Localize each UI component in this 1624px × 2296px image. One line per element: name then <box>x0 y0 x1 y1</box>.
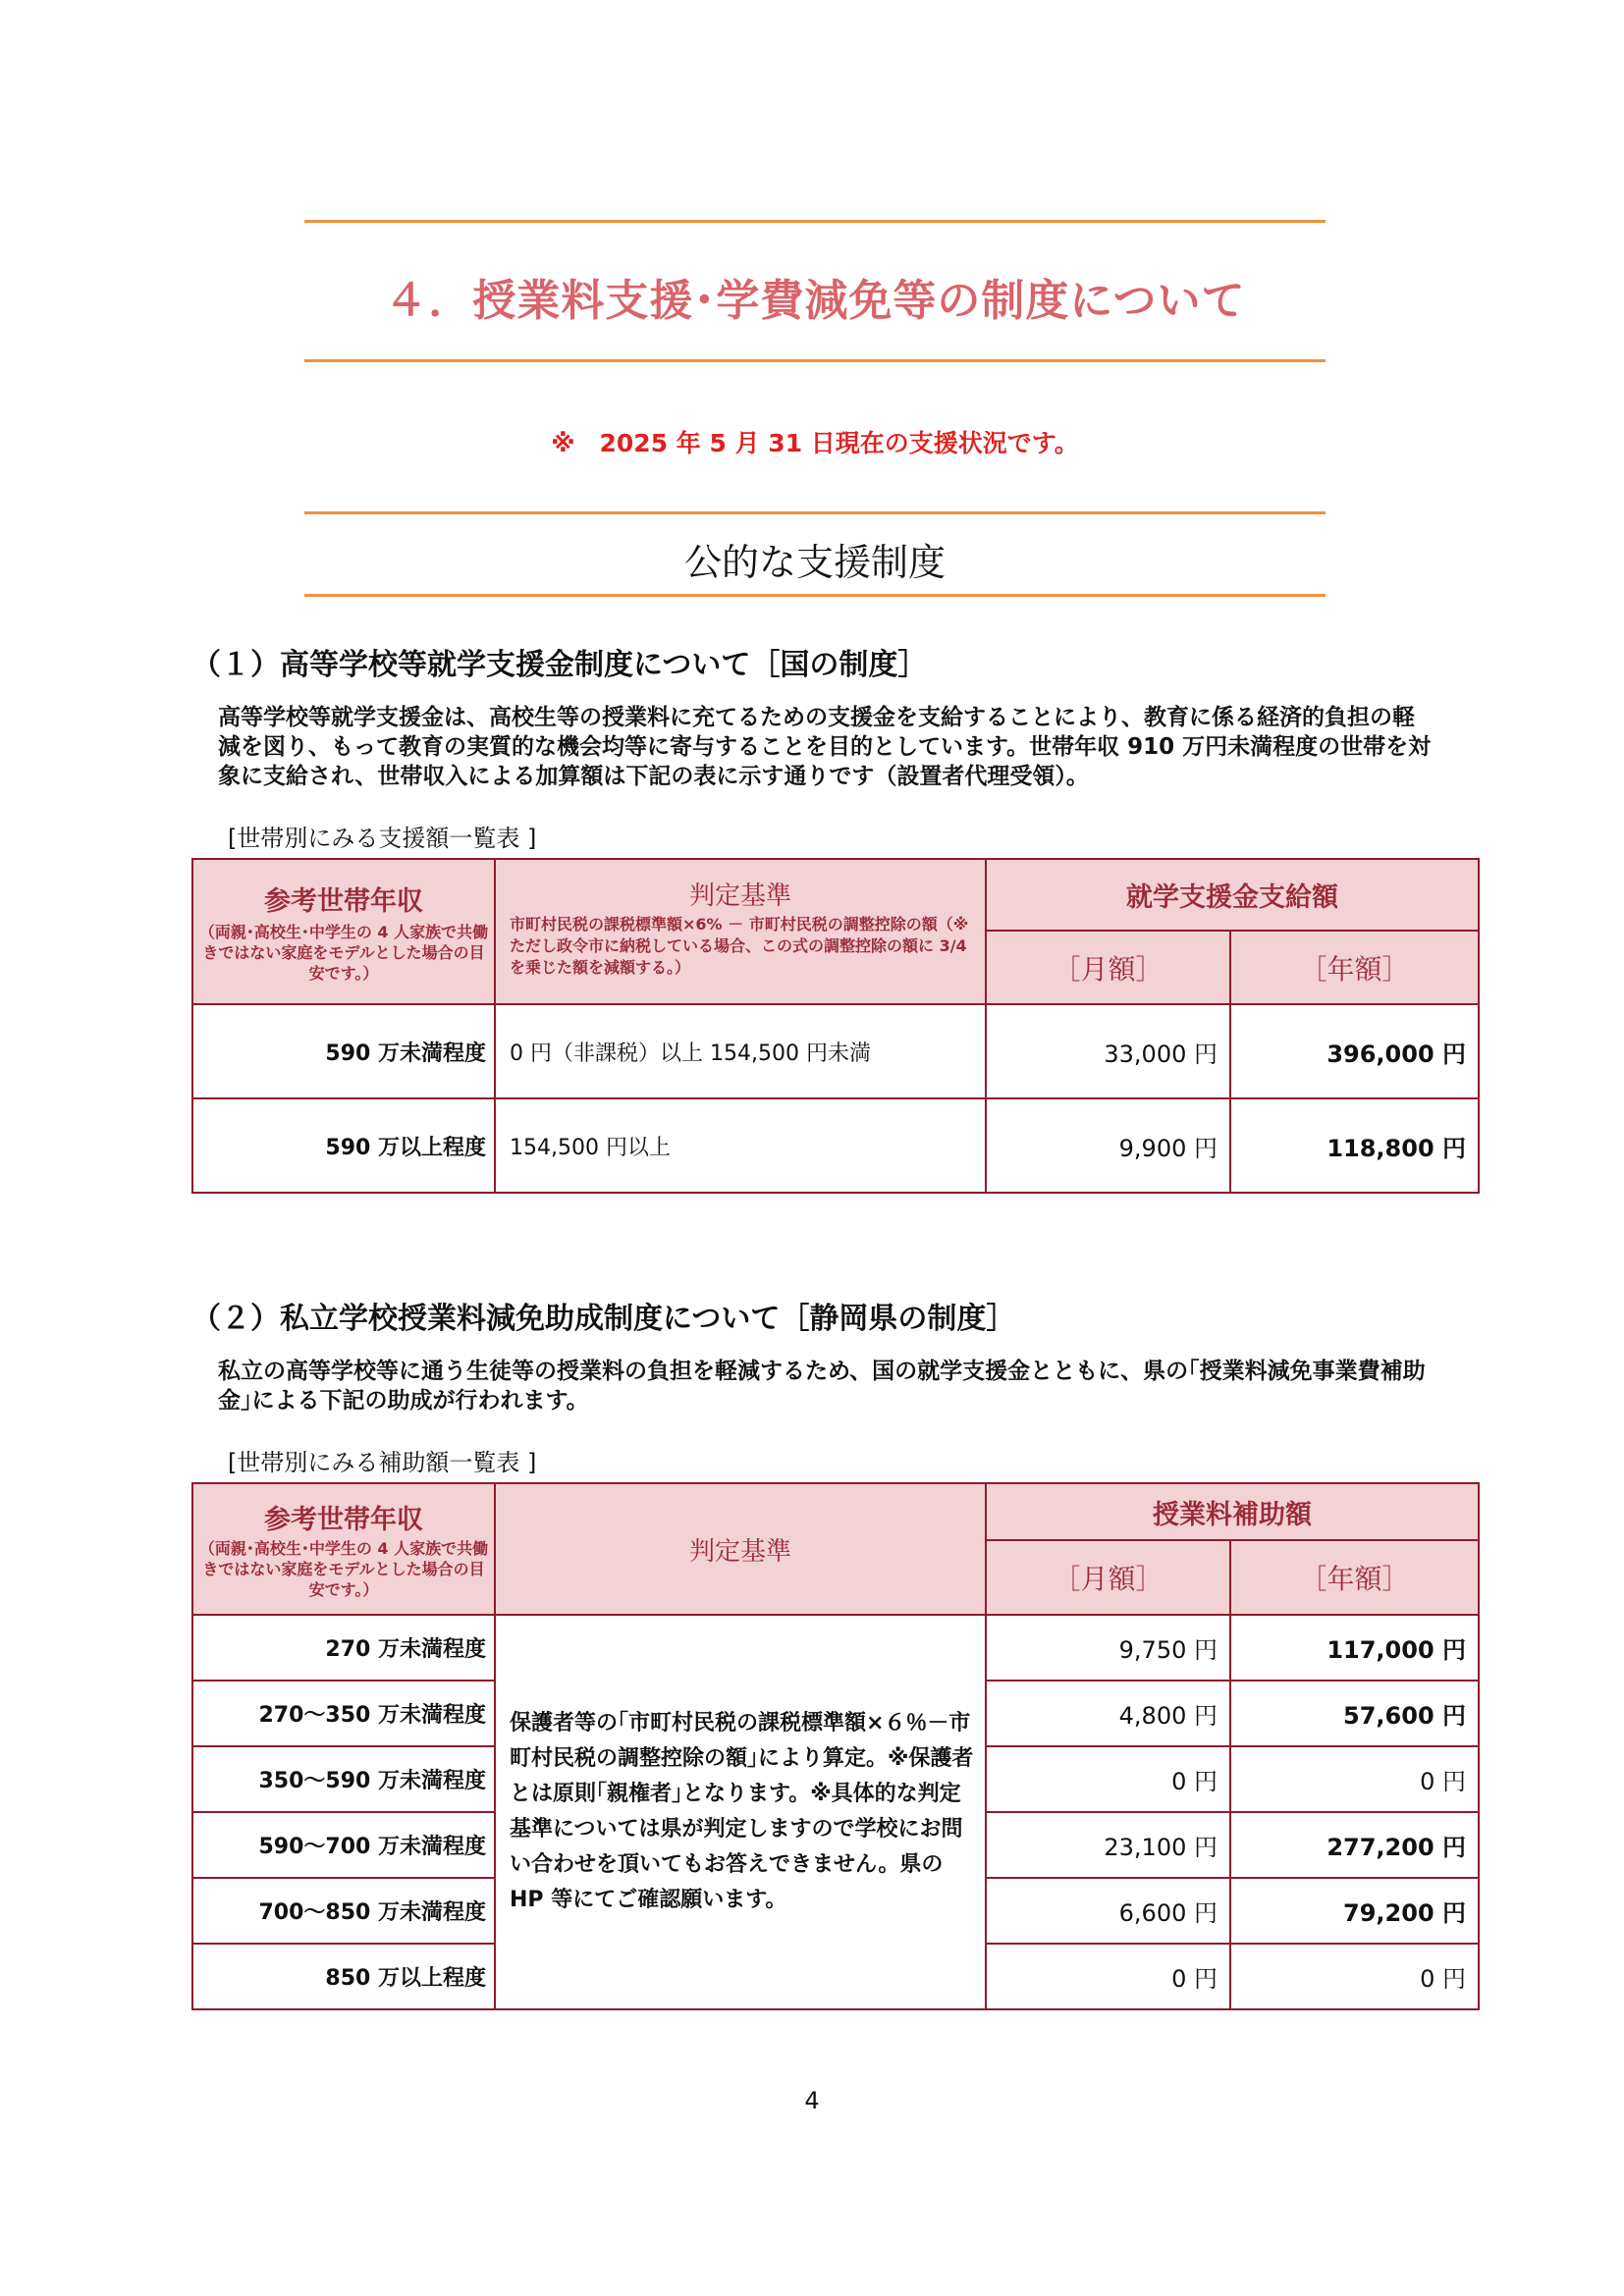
income-cell: 590～700 万未満程度 <box>192 1812 495 1878</box>
subheading: 公的な支援制度 <box>683 541 946 584</box>
subheading-top-rule <box>304 511 1326 514</box>
annual-cell: 396,000 円 <box>1230 1004 1479 1098</box>
monthly-cell: 23,100 円 <box>986 1812 1230 1878</box>
income-cell: 700～850 万未満程度 <box>192 1878 495 1944</box>
annual-cell: 118,800 円 <box>1230 1098 1479 1193</box>
section2-description: 私立の高等学校等に通う生徒等の授業料の負担を軽減するため、国の就学支援金とともに、県の｢授業料減免事業費補助金｣による下記の助成が行われます。 <box>218 1359 1426 1414</box>
criteria-cell: 保護者等の｢市町村民税の課税標準額×６％－市町村民税の調整控除の額｣により算定。※保護者とは原則｢親権者｣となります。※具体的な判定基準については県が判定しますので学校にお問い合わせを頂いてもお答えできません。県の HP 等にてご確認願います。 <box>495 1615 986 2009</box>
payment-header: 就学支援金支給額 <box>986 859 1479 931</box>
top-rule <box>304 220 1326 223</box>
income-cell: 590 万以上程度 <box>192 1098 495 1193</box>
monthly-cell: 9,900 円 <box>986 1098 1230 1193</box>
monthly-cell: 6,600 円 <box>986 1878 1230 1944</box>
section2-title: （２）私立学校授業料減免助成制度について［静岡県の制度］ <box>191 1302 1016 1336</box>
table-row <box>192 1615 1479 1681</box>
annual-cell: 57,600 円 <box>1230 1681 1479 1746</box>
page-number: 4 <box>804 2087 820 2114</box>
annual-cell: 277,200 円 <box>1230 1812 1479 1878</box>
annual-cell: 79,200 円 <box>1230 1878 1479 1944</box>
income-cell: 270～350 万未満程度 <box>192 1681 495 1746</box>
monthly-header: ［月額］ <box>986 1540 1230 1615</box>
section1-title: （１）高等学校等就学支援金制度について［国の制度］ <box>191 648 928 682</box>
criteria-header-cell <box>495 859 986 1004</box>
monthly-header: ［月額］ <box>986 931 1230 1004</box>
section2-table-caption: [世帯別にみる補助額一覧表 ] <box>228 1449 537 1476</box>
income-cell: 270 万未満程度 <box>192 1615 495 1681</box>
support-amount-table <box>191 858 1480 1194</box>
income-header-cell <box>192 859 495 1004</box>
title-bottom-rule <box>304 359 1326 362</box>
subsidy-amount-table <box>191 1482 1480 2010</box>
monthly-cell: 33,000 円 <box>986 1004 1230 1098</box>
criteria-cell: 154,500 円以上 <box>495 1098 986 1193</box>
income-cell: 590 万未満程度 <box>192 1004 495 1098</box>
monthly-cell: 0 円 <box>986 1944 1230 2009</box>
annual-header: ［年額］ <box>1230 931 1479 1004</box>
section1-table-caption: [世帯別にみる支援額一覧表 ] <box>228 825 537 852</box>
annual-cell: 0 円 <box>1230 1944 1479 2009</box>
subheading-bottom-rule <box>304 594 1326 597</box>
table-row <box>192 1004 1479 1098</box>
income-header-note: （両親･高校生･中学生の 4 人家族で共働きではない家庭をモデルとした場合の目安です。） <box>198 1539 489 1599</box>
monthly-cell: 4,800 円 <box>986 1681 1230 1746</box>
annual-header: ［年額］ <box>1230 1540 1479 1615</box>
monthly-cell: 9,750 円 <box>986 1615 1230 1681</box>
income-header-cell <box>192 1483 495 1615</box>
criteria-header: 判定基準 <box>495 1483 986 1615</box>
status-notice: ※ 2025 年 5 月 31 日現在の支援状況です。 <box>551 429 1079 457</box>
income-header: 参考世帯年収 <box>264 886 423 917</box>
monthly-cell: 0 円 <box>986 1746 1230 1812</box>
criteria-header-note: 市町村民税の課税標準額×6% － 市町村民税の調整控除の額（※ただし政令市に納税している場合、この式の調整控除の額に 3/4 を乗じた額を減額する。） <box>510 915 969 977</box>
income-header-note: （両親･高校生･中学生の 4 人家族で共働きではない家庭をモデルとした場合の目安です。） <box>198 923 489 983</box>
criteria-cell: 0 円（非課税）以上 154,500 円未満 <box>495 1004 986 1098</box>
annual-cell: 117,000 円 <box>1230 1615 1479 1681</box>
income-cell: 850 万以上程度 <box>192 1944 495 2009</box>
table-row <box>192 1098 1479 1193</box>
payment-header: 授業料補助額 <box>986 1483 1479 1540</box>
criteria-header: 判定基準 <box>688 881 791 911</box>
annual-cell: 0 円 <box>1230 1746 1479 1812</box>
income-header: 参考世帯年収 <box>264 1505 423 1535</box>
page-title: ４．授業料支援･学費減免等の制度について <box>384 276 1246 326</box>
section1-description: 高等学校等就学支援金は、高校生等の授業料に充てるための支援金を支給することにより、教育に係る経済的負担の軽減を図り、もって教育の実質的な機会均等に寄与することを目的としています。世帯年収 910 万円未満程度の世帯を対象に支給され、世帯収入による加算額は下記の表に示す通りです（設置者代理受領）。 <box>218 705 1432 789</box>
income-cell: 350～590 万未満程度 <box>192 1746 495 1812</box>
